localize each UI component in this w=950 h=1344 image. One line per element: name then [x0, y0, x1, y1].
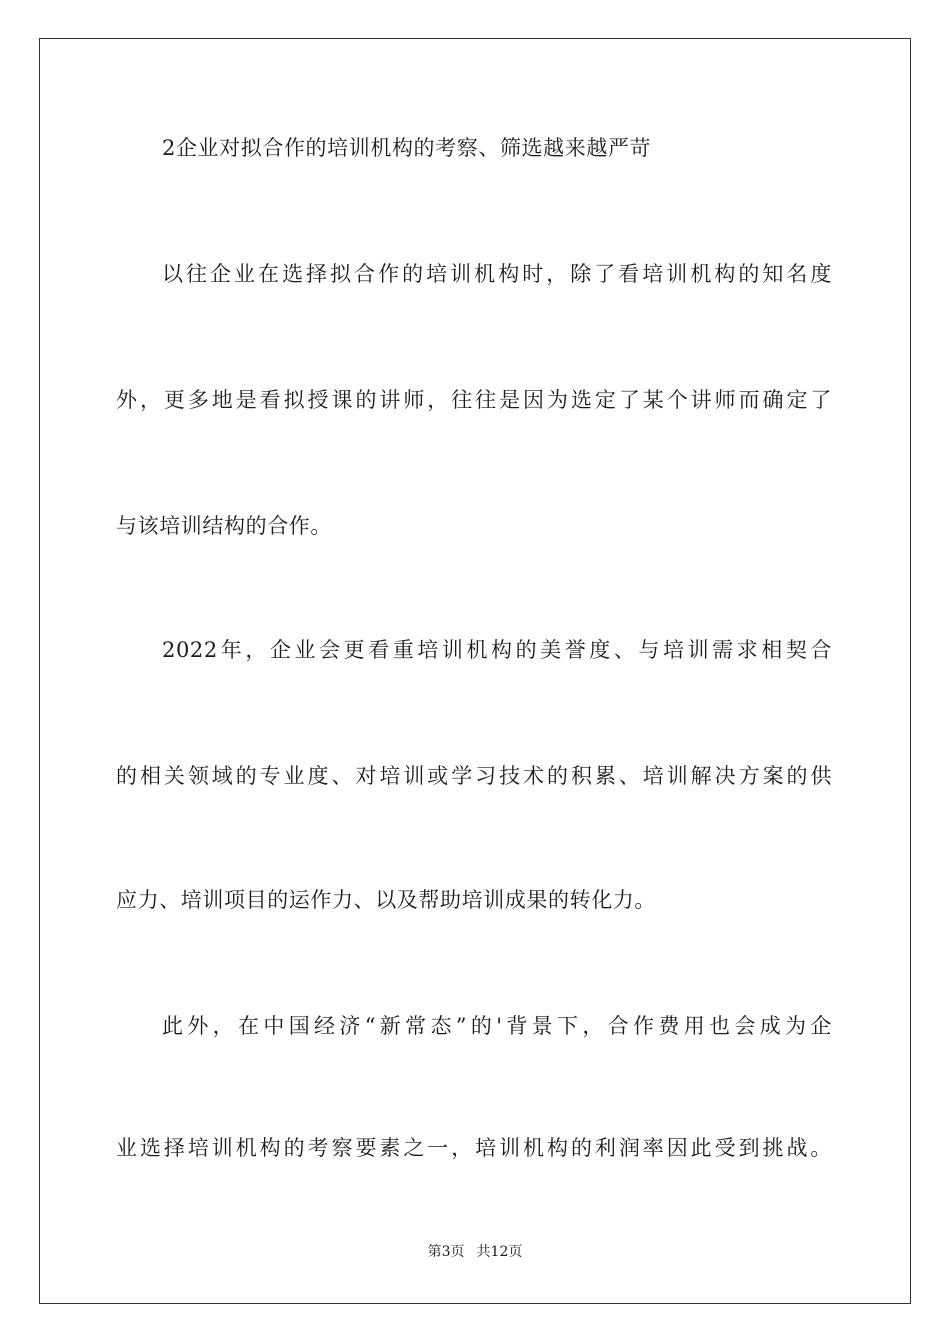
paragraph-line: 应力、培训项目的运作力、以及帮助培训成果的转化力。 [116, 888, 656, 912]
paragraph-line: 此外，在中国经济“新常态”的'背景下，合作费用也会成为企 [162, 1014, 832, 1038]
page-border [39, 38, 911, 1304]
paragraph-line: 2022年，企业会更看重培训机构的美誉度、与培训需求相契合 [162, 638, 832, 662]
paragraph-line: 以往企业在选择拟合作的培训机构时，除了看培训机构的知名度 [162, 262, 832, 286]
page-number-current: 第3页 [427, 1244, 465, 1260]
paragraph-line: 业选择培训机构的考察要素之一，培训机构的利润率因此受到挑战。 [116, 1136, 832, 1160]
paragraph-line: 外，更多地是看拟授课的讲师，往往是因为选定了某个讲师而确定了 [116, 388, 832, 412]
paragraph-line: 与该培训结构的合作。 [116, 514, 332, 538]
paragraph-line: 的相关领域的专业度、对培训或学习技术的积累、培训解决方案的供 [116, 764, 832, 788]
page-footer [0, 1243, 950, 1261]
section-heading: 2企业对拟合作的培训机构的考察、筛选越来越严苛 [162, 136, 652, 160]
page-number-total: 共12页 [476, 1244, 523, 1260]
